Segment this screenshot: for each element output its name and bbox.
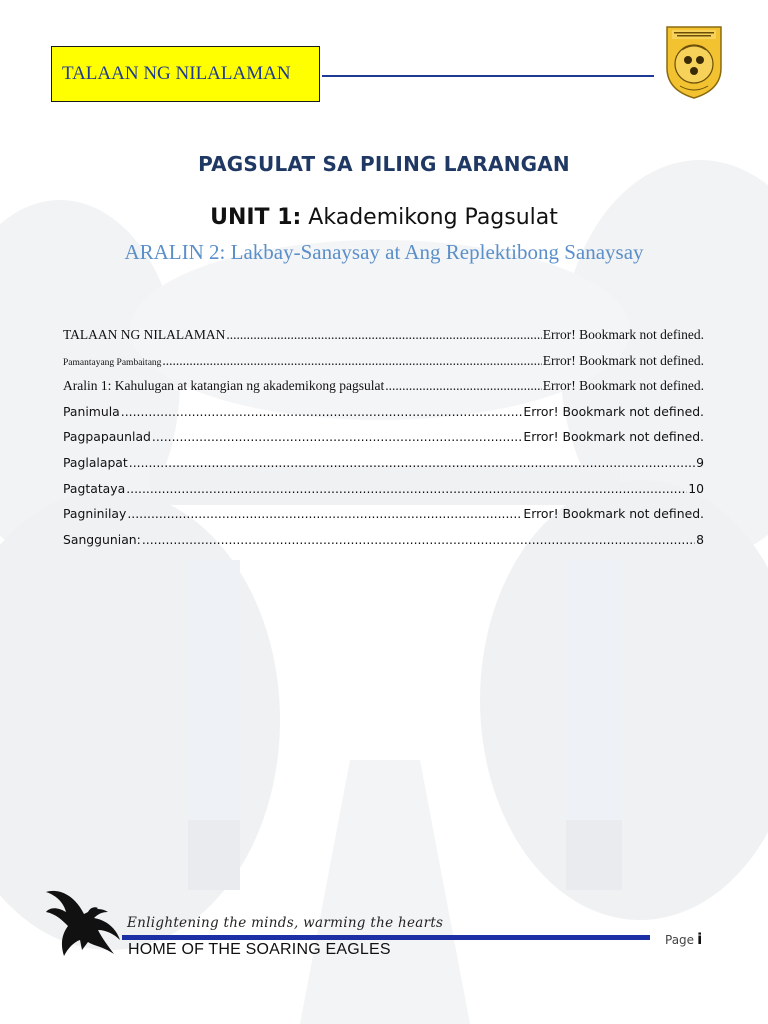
- footer-home-text: HOME OF THE SOARING EAGLES: [128, 941, 391, 958]
- toc-entry[interactable]: [63, 378, 704, 404]
- toc-entry-page: Error! Bookmark not defined.: [542, 327, 704, 342]
- toc-dot-leader: [226, 327, 541, 343]
- toc-dot-leader: [129, 455, 695, 470]
- footer-tagline: Enlightening the minds, warming the hearts: [127, 915, 444, 931]
- unit-prefix: UNIT 1:: [210, 205, 302, 230]
- toc-entry-label: Pagpapaunlad: [63, 429, 151, 445]
- eagle-icon: [44, 884, 122, 962]
- school-seal-icon: [664, 24, 724, 100]
- toc-entry-page: Error! Bookmark not defined.: [542, 352, 704, 368]
- toc-entry[interactable]: [63, 327, 704, 353]
- page-number: i: [697, 930, 703, 948]
- page-indicator: [665, 930, 702, 948]
- toc-dot-leader: [142, 532, 695, 547]
- toc-entry-label: Pagtataya: [63, 480, 126, 496]
- toc-entry[interactable]: [63, 353, 704, 379]
- toc-entry[interactable]: [63, 532, 704, 558]
- unit-heading: [0, 205, 768, 230]
- toc-dot-leader: [127, 506, 522, 521]
- toc-entry-label: Sanggunian:: [63, 531, 141, 547]
- toc-dot-leader: [121, 404, 523, 419]
- toc-entry-page: Error! Bookmark not defined.: [523, 506, 704, 522]
- toc-entry-label: Aralin 1: Kahulugan at katangian ng akademikong pagsulat: [63, 378, 385, 394]
- toc-entry-page: 8: [696, 531, 704, 547]
- toc-header-box: [51, 46, 320, 102]
- footer-divider: [122, 935, 650, 940]
- toc-entry[interactable]: [63, 404, 704, 430]
- subject-title: PAGSULAT SA PILING LARANGAN: [198, 152, 570, 176]
- toc-dot-leader: [162, 353, 541, 369]
- toc-entry-page: Error! Bookmark not defined.: [523, 429, 704, 445]
- toc-entry-label: Panimula: [63, 403, 120, 419]
- toc-entry[interactable]: [63, 455, 704, 481]
- toc-entry[interactable]: [63, 481, 704, 507]
- toc-header-label: TALAAN NG NILALAMAN: [62, 63, 291, 84]
- toc-entry-page: 9: [696, 454, 704, 470]
- toc-dot-leader: [126, 481, 687, 496]
- toc-dot-leader: [385, 378, 542, 394]
- toc-entry-page: 10: [688, 480, 704, 496]
- toc-entry-label: TALAAN NG NILALAMAN: [63, 327, 226, 342]
- aralin-heading: ARALIN 2: Lakbay-Sanaysay at Ang Replektibong Sanaysay: [124, 240, 644, 264]
- toc-entry-page: Error! Bookmark not defined.: [542, 378, 704, 394]
- toc-entry[interactable]: [63, 506, 704, 532]
- header-divider: [322, 75, 654, 77]
- toc-entry-label: Pamantayang Pambaitang: [63, 357, 162, 368]
- toc-entry-label: Paglalapat: [63, 454, 128, 470]
- toc-entry-page: Error! Bookmark not defined.: [523, 403, 704, 419]
- table-of-contents: [63, 327, 704, 557]
- toc-entry-label: Pagninilay: [63, 506, 127, 522]
- page-label: Page: [665, 933, 695, 947]
- toc-entry[interactable]: [63, 429, 704, 455]
- unit-name: Akademikong Pagsulat: [301, 205, 558, 230]
- toc-dot-leader: [152, 429, 522, 444]
